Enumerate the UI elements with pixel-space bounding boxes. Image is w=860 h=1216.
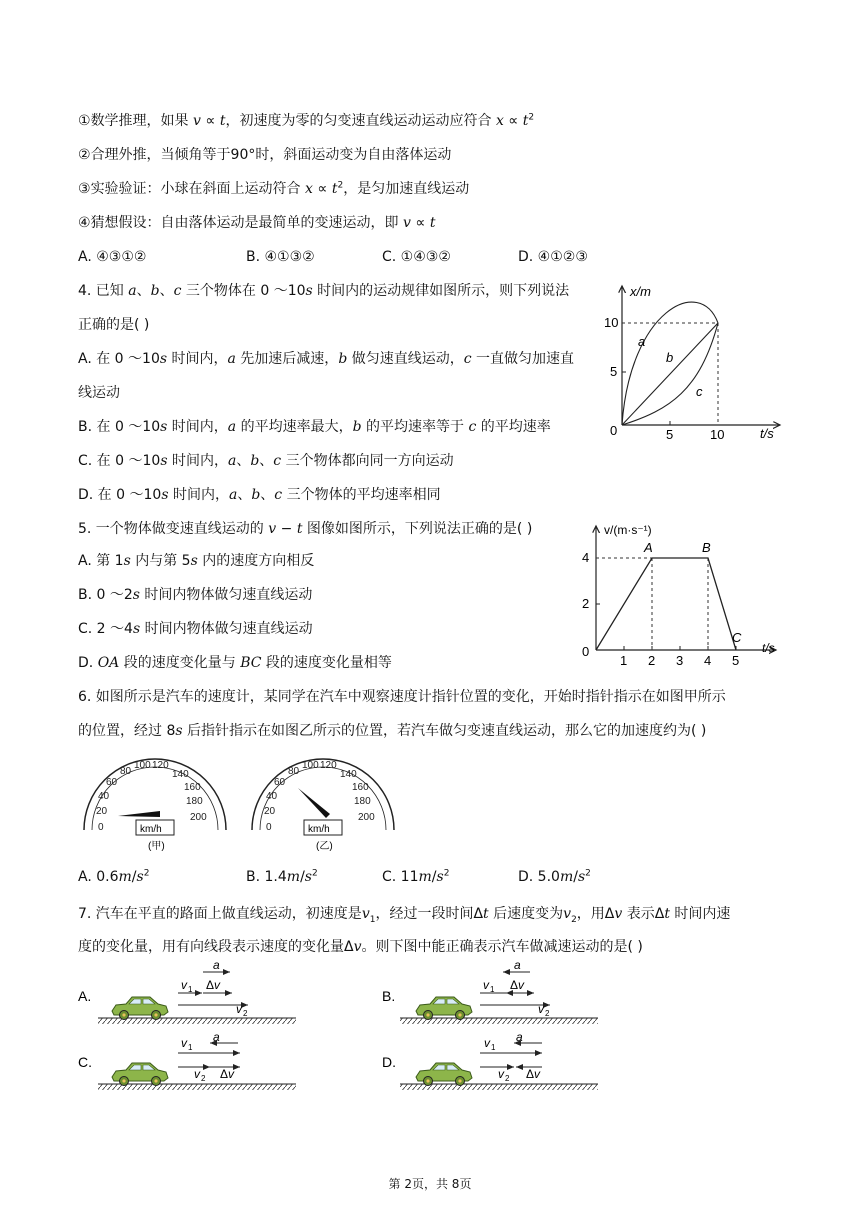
svg-text:40: 40 [266, 791, 278, 802]
xtick-5: 5 [732, 653, 740, 668]
xtick-4: 4 [704, 653, 712, 668]
xtick-10: 10 [710, 427, 725, 442]
ylabel: v/(m·s⁻¹) [604, 523, 652, 537]
svg-text:200: 200 [358, 812, 375, 823]
xtick-3: 3 [676, 653, 684, 668]
q4-option-b: B. 在 0 ～10s 时间内，a 的平均速率最大，b 的平均速率等于 c 的平均速率 [78, 419, 551, 435]
svg-text:100: 100 [302, 760, 319, 771]
point-a: A [644, 540, 653, 555]
q5-option-b: B. 0 ～2s 时间内物体做匀速直线运动 [78, 587, 313, 603]
svg-text:2: 2 [243, 1009, 248, 1018]
q3-option-d: D. ④①②③ [518, 249, 588, 265]
svg-text:a: a [514, 958, 521, 972]
svg-text:60: 60 [274, 777, 286, 788]
svg-text:(甲): (甲) [148, 841, 165, 852]
statement-4: ④猜想假设：自由落体运动是最简单的变速运动，即 v ∝ t [78, 215, 436, 231]
svg-text:20: 20 [96, 806, 108, 817]
origin: 0 [610, 423, 618, 438]
svg-text:v: v [484, 1036, 490, 1050]
svg-text:v: v [181, 1036, 187, 1050]
origin: 0 [582, 644, 590, 659]
svg-text:40: 40 [98, 791, 110, 802]
svg-text:120: 120 [152, 760, 169, 771]
label-c: C. [78, 1054, 92, 1070]
svg-text:v: v [181, 978, 187, 992]
svg-text:20: 20 [264, 806, 276, 817]
q5-option-a: A. 第 1s 内与第 5s 内的速度方向相反 [78, 553, 315, 569]
label-a: a [638, 334, 646, 349]
q5-vt-graph [574, 518, 789, 668]
svg-text:a: a [516, 1030, 523, 1044]
vt-line [596, 558, 736, 650]
q4-stem: 4. 已知 a、b、c 三个物体在 0 ～10s 时间内的运动规律如图所示，则下列说法 [78, 283, 570, 299]
svg-text:v: v [236, 1002, 242, 1016]
svg-text:180: 180 [186, 796, 203, 807]
svg-text:80: 80 [120, 766, 132, 777]
label-b: b [666, 350, 674, 365]
svg-text:1: 1 [491, 1043, 496, 1052]
q4-option-d: D. 在 0 ～10s 时间内，a、b、c 三个物体的平均速率相同 [78, 487, 441, 503]
svg-text:200: 200 [190, 812, 207, 823]
q3-option-b: B. ④①③② [246, 249, 315, 265]
ytick-4: 4 [582, 550, 590, 565]
needle [118, 811, 160, 817]
statement-2: ②合理外推，当倾角等于90°时，斜面运动变为自由落体运动 [78, 147, 452, 163]
svg-text:0: 0 [98, 822, 104, 833]
svg-text:Δv: Δv [220, 1067, 235, 1081]
q5-option-d: D. OA 段的速度变化量与 BC 段的速度变化量相等 [78, 655, 392, 671]
q4-option-a-cont: 线运动 [78, 385, 120, 401]
svg-text:160: 160 [352, 782, 369, 793]
svg-text:v: v [194, 1067, 200, 1081]
svg-text:0: 0 [266, 822, 272, 833]
svg-text:120: 120 [320, 760, 337, 771]
q4-option-c: C. 在 0 ～10s 时间内，a、b、c 三个物体都向同一方向运动 [78, 453, 454, 469]
ylabel: x/m [630, 284, 651, 299]
svg-text:(乙): (乙) [316, 841, 333, 852]
svg-text:a: a [213, 1030, 220, 1044]
q4-stem-2: 正确的是( ) [78, 317, 150, 333]
svg-text:Δv: Δv [510, 978, 525, 992]
svg-text:km/h: km/h [140, 824, 162, 835]
curve-b [622, 323, 718, 425]
q3-option-c: C. ①④③② [382, 249, 451, 265]
svg-text:Δv: Δv [526, 1067, 541, 1081]
svg-text:1: 1 [490, 985, 495, 994]
q6-stem-2: 的位置，经过 8s 后指针指示在如图乙所示的位置，若汽车做匀变速直线运动，那么它的加速度约为( ) [78, 723, 707, 739]
q6-option-d: D. $5.0m/s^2$ [518, 868, 591, 885]
q7-stem-1: 7. 汽车在平直的路面上做直线运动，初速度是$v_1$，经过一段时间Δt 后速度变为$v_2$，用Δv 表示Δt 时间内速 [78, 906, 731, 925]
ytick-5: 5 [610, 364, 618, 379]
svg-text:2: 2 [545, 1009, 550, 1018]
svg-text:140: 140 [172, 769, 189, 780]
svg-text:2: 2 [505, 1074, 510, 1083]
label-b: B. [382, 988, 396, 1004]
svg-text:100: 100 [134, 760, 151, 771]
svg-text:80: 80 [288, 766, 300, 777]
q7-diagrams [70, 955, 610, 1095]
q6-option-b: B. $1.4m/s^2$ [246, 868, 318, 885]
q3-option-a: A. ④③①② [78, 249, 147, 265]
xlabel: t/s [760, 426, 774, 441]
point-c: C [732, 630, 742, 645]
xtick-5: 5 [666, 427, 674, 442]
q7-stem-2: 度的变化量，用有向线段表示速度的变化量Δv。则下图中能正确表示汽车做减速运动的是( ) [78, 939, 643, 955]
q4-xt-graph [600, 280, 790, 445]
speedometer-yi [244, 748, 402, 856]
q4-option-a: A. 在 0 ～10s 时间内，a 先加速后减速，b 做匀速直线运动，c 一直做匀加速直 [78, 351, 575, 367]
page-number: 第 2页，共 8页 [388, 1177, 472, 1191]
svg-text:km/h: km/h [308, 824, 330, 835]
speedometer-jia [76, 748, 234, 856]
svg-text:1: 1 [188, 1043, 193, 1052]
label-d: D. [382, 1054, 396, 1070]
svg-text:v: v [498, 1067, 504, 1081]
q5-stem: 5. 一个物体做变速直线运动的 v − t 图像如图所示，下列说法正确的是( ) [78, 521, 533, 537]
xtick-1: 1 [620, 653, 628, 668]
svg-text:60: 60 [106, 777, 118, 788]
svg-text:v: v [483, 978, 489, 992]
xtick-2: 2 [648, 653, 656, 668]
svg-text:140: 140 [340, 769, 357, 780]
xlabel: t/s [762, 641, 775, 655]
svg-text:a: a [213, 958, 220, 972]
q6-option-c: C. $11m/s^2$ [382, 868, 450, 885]
point-b: B [702, 540, 711, 555]
svg-text:Δv: Δv [206, 978, 221, 992]
statement-3: ③实验验证：小球在斜面上运动符合 $x \propto t^2$，是匀加速直线运动 [78, 180, 470, 197]
svg-text:1: 1 [188, 985, 193, 994]
q5-option-c: C. 2 ～4s 时间内物体做匀速直线运动 [78, 621, 313, 637]
needle [298, 788, 330, 818]
statement-1: ①数学推理，如果 v ∝ t，初速度为零的匀变速直线运动运动应符合 $x \propto t^2$ [78, 112, 535, 129]
svg-text:2: 2 [201, 1074, 206, 1083]
svg-text:v: v [538, 1002, 544, 1016]
q6-stem-1: 6. 如图所示是汽车的速度计，某同学在汽车中观察速度计指针位置的变化，开始时指针指示在如图甲所示 [78, 689, 726, 705]
ytick-10: 10 [604, 315, 619, 330]
svg-text:180: 180 [354, 796, 371, 807]
ytick-2: 2 [582, 596, 590, 611]
label-a: A. [78, 988, 92, 1004]
q6-option-a: A. $0.6m/s^2$ [78, 868, 150, 885]
svg-text:160: 160 [184, 782, 201, 793]
label-c: c [696, 384, 703, 399]
